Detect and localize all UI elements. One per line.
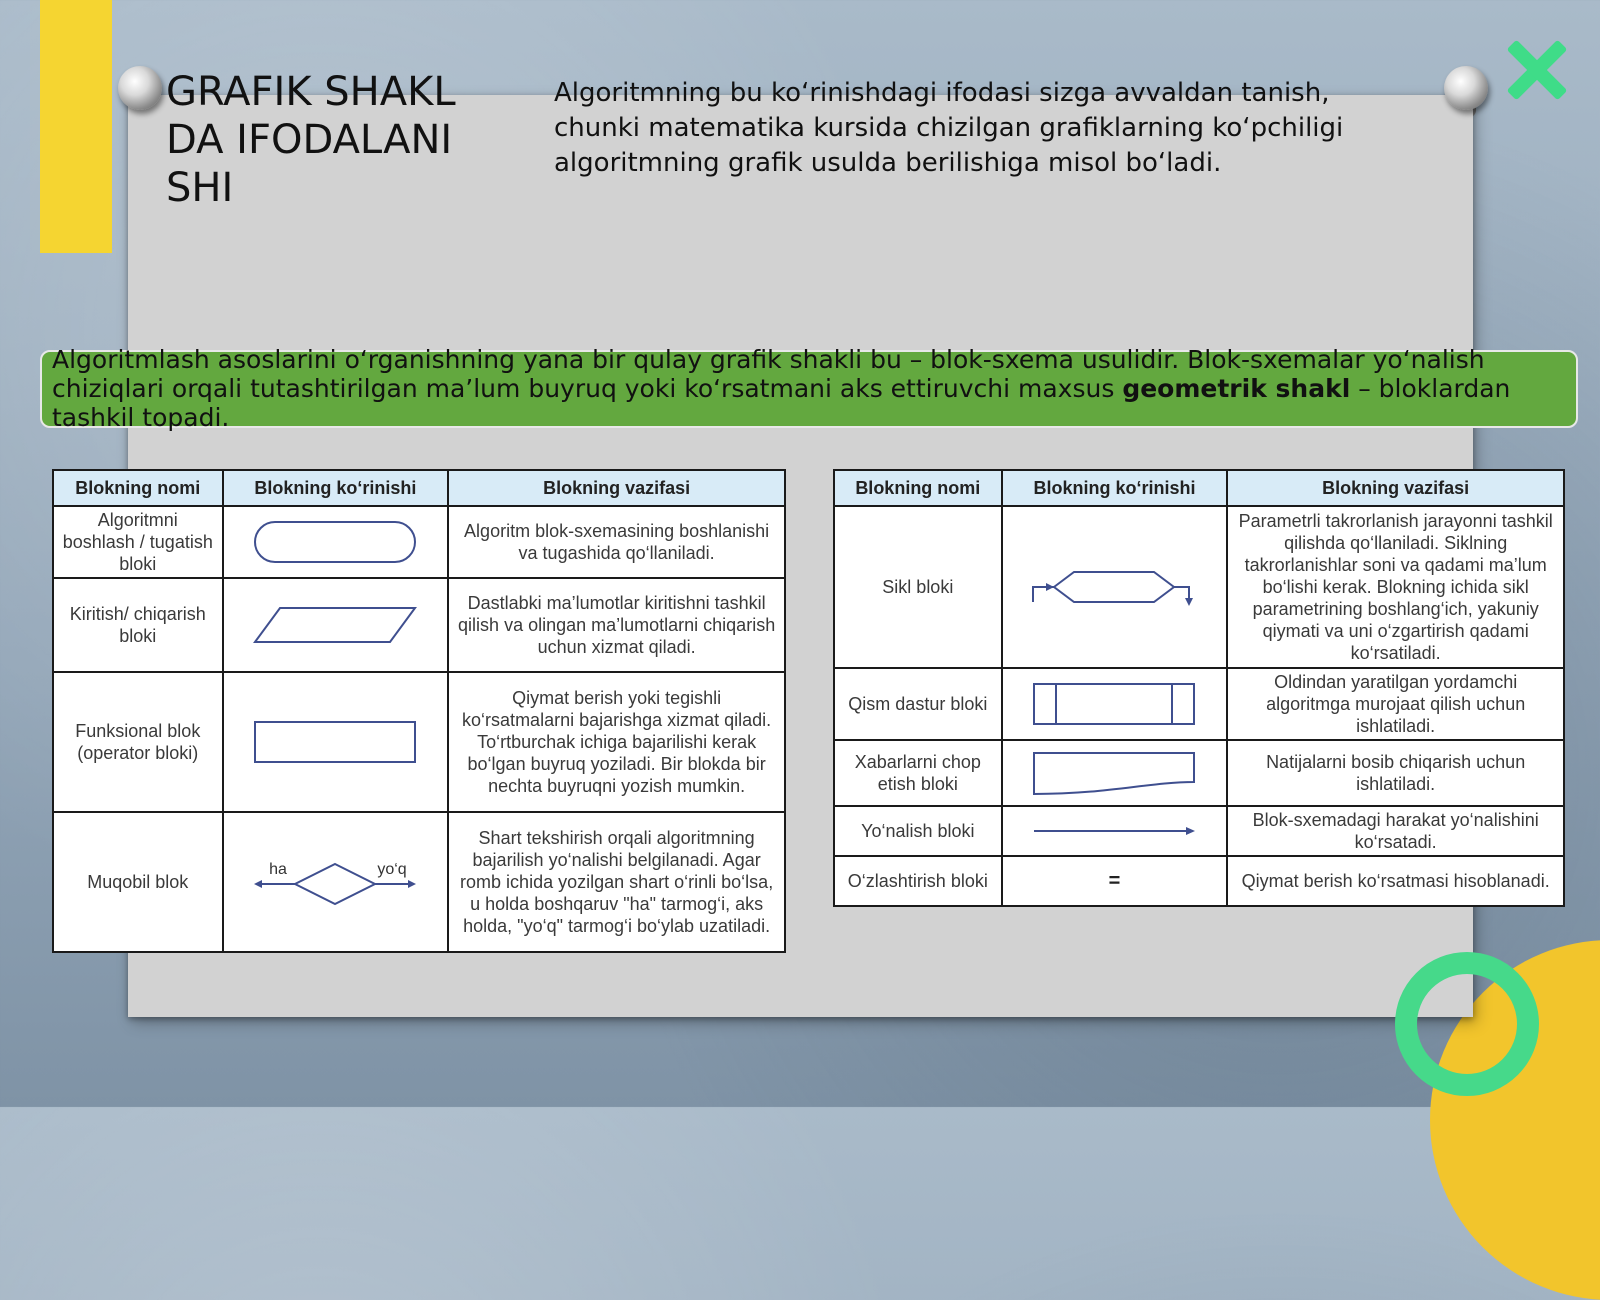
highlight-text [52, 345, 1582, 432]
block-name-cell: Algoritmni boshlash / tugatish bloki [53, 506, 223, 578]
rectangle-shape [250, 719, 420, 765]
header-block-purpose: Blokning vazifasi [448, 470, 785, 506]
table-row [53, 578, 785, 672]
green-ring-decoration [1395, 952, 1539, 1096]
slide-title: GRAFIK SHAKLDA IFODALANISHI [166, 69, 456, 211]
block-name-cell: Muqobil blok [53, 812, 223, 952]
block-purpose-cell: Algoritm blok-sxemasining boshlanishi va tugashida qo‘llaniladi. [448, 506, 785, 578]
parallelogram-shape [250, 605, 420, 645]
highlight-text-start: Algoritmlash asoslarini o‘rganishning yana bir qulay grafik shakli bu – blok-sxema usulidir. Blok-sxemalar yo‘nalish chiziqlari orqali tutashtirilgan ma’lum buyruq yoki ko‘rsatmani aks ettiruvchi maxsus [52, 345, 1485, 403]
header-block-name: Blokning nomi [53, 470, 223, 506]
close-x-icon[interactable] [1504, 38, 1568, 102]
table-row [834, 668, 1564, 740]
block-name-cell: Sikl bloki [834, 506, 1002, 668]
block-name-cell: Kiritish/ chiqarish bloki [53, 578, 223, 672]
right-pushpin-icon [1444, 66, 1488, 110]
table-row [834, 856, 1564, 906]
table-row [834, 740, 1564, 806]
block-name-cell: Yo‘nalish bloki [834, 806, 1002, 856]
flowchart-blocks-table-right [833, 469, 1565, 907]
highlight-text-end: – bloklardan tashkil topadi. [52, 374, 1511, 432]
yellow-accent-bar [40, 0, 112, 253]
header-block-view: Blokning ko‘rinishi [1002, 470, 1228, 506]
left-pushpin-icon [118, 66, 162, 110]
block-view-cell [1002, 740, 1228, 806]
highlight-bold-term: geometrik shakl [1122, 374, 1351, 403]
no-branch-label: yo‘q [377, 861, 408, 878]
block-view-cell [223, 812, 449, 952]
arrow-shape [1029, 821, 1199, 841]
hexagon-shape [1029, 562, 1199, 612]
block-name-cell: Xabarlarni chop etish bloki [834, 740, 1002, 806]
block-view-cell [223, 506, 449, 578]
block-purpose-cell: Qiymat berish yoki tegishli ko‘rsatmalarni bajarishga xizmat qiladi. To‘rtburchak ichiga bajarilishi kerak bo‘lgan buyruq yoziladi. Bir blokda bir nechta buyruqni yozish mumkin. [448, 672, 785, 812]
block-name-cell: Funksional blok (operator bloki) [53, 672, 223, 812]
block-purpose-cell: Dastlabki ma’lumotlar kiritishni tashkil qilish va olingan ma’lumotlarni chiqarish uchun xizmat qiladi. [448, 578, 785, 672]
equals-shape: = [1002, 856, 1228, 906]
subroutine-shape [1029, 681, 1199, 727]
block-purpose-cell: Blok-sxemadagi harakat yo‘nalishini ko‘rsatadi. [1227, 806, 1564, 856]
diamond-shape [250, 852, 420, 912]
block-name-cell: Qism dastur bloki [834, 668, 1002, 740]
table-row [53, 672, 785, 812]
table-header-row [834, 470, 1564, 506]
block-view-cell [1002, 506, 1228, 668]
header-block-view: Blokning ko‘rinishi [223, 470, 449, 506]
table-row [53, 506, 785, 578]
block-purpose-cell: Natijalarni bosib chiqarish uchun ishlatiladi. [1227, 740, 1564, 806]
table-header-row [53, 470, 785, 506]
block-view-cell [223, 578, 449, 672]
block-view-cell [223, 672, 449, 812]
block-purpose-cell: Qiymat berish ko‘rsatmasi hisoblanadi. [1227, 856, 1564, 906]
header-block-purpose: Blokning vazifasi [1227, 470, 1564, 506]
block-purpose-cell: Parametrli takrorlanish jarayonni tashkil qilishda qo‘llaniladi. Siklning takrorlanishlar soni va qadami ma’lum bo‘lishi kerak. Blokning ichida sikl parametrining boshlang‘ich, yakuniy qiymati va uni o‘zgartirish qadami ko‘rsatiladi. [1227, 506, 1564, 668]
block-purpose-cell: Shart tekshirish orqali algoritmning bajarilish yo‘nalishi belgilanadi. Agar romb ichida yozilgan shart o‘rinli bo‘lsa, u holda boshqaruv "ha" tarmog‘i, aks holda, "yo‘q" tarmog‘i bo‘ylab uzatiladi. [448, 812, 785, 952]
block-view-cell [1002, 668, 1228, 740]
table-row [834, 506, 1564, 668]
table-row [53, 812, 785, 952]
terminator-shape [250, 519, 420, 565]
block-view-cell [1002, 806, 1228, 856]
intro-paragraph: Algoritmning bu ko‘rinishdagi ifodasi sizga avvaldan tanish, chunki matematika kursida chizilgan grafiklarning ko‘pchiligi algoritmning grafik usulda berilishiga misol bo‘ladi. [554, 78, 1344, 178]
table-row [834, 806, 1564, 856]
document-shape [1029, 750, 1199, 796]
yes-branch-label: ha [269, 861, 288, 878]
block-purpose-cell: Oldindan yaratilgan yordamchi algoritmga murojaat qilish uchun ishlatiladi. [1227, 668, 1564, 740]
header-block-name: Blokning nomi [834, 470, 1002, 506]
block-name-cell: O‘zlashtirish bloki [834, 856, 1002, 906]
flowchart-blocks-table-left [52, 469, 786, 953]
